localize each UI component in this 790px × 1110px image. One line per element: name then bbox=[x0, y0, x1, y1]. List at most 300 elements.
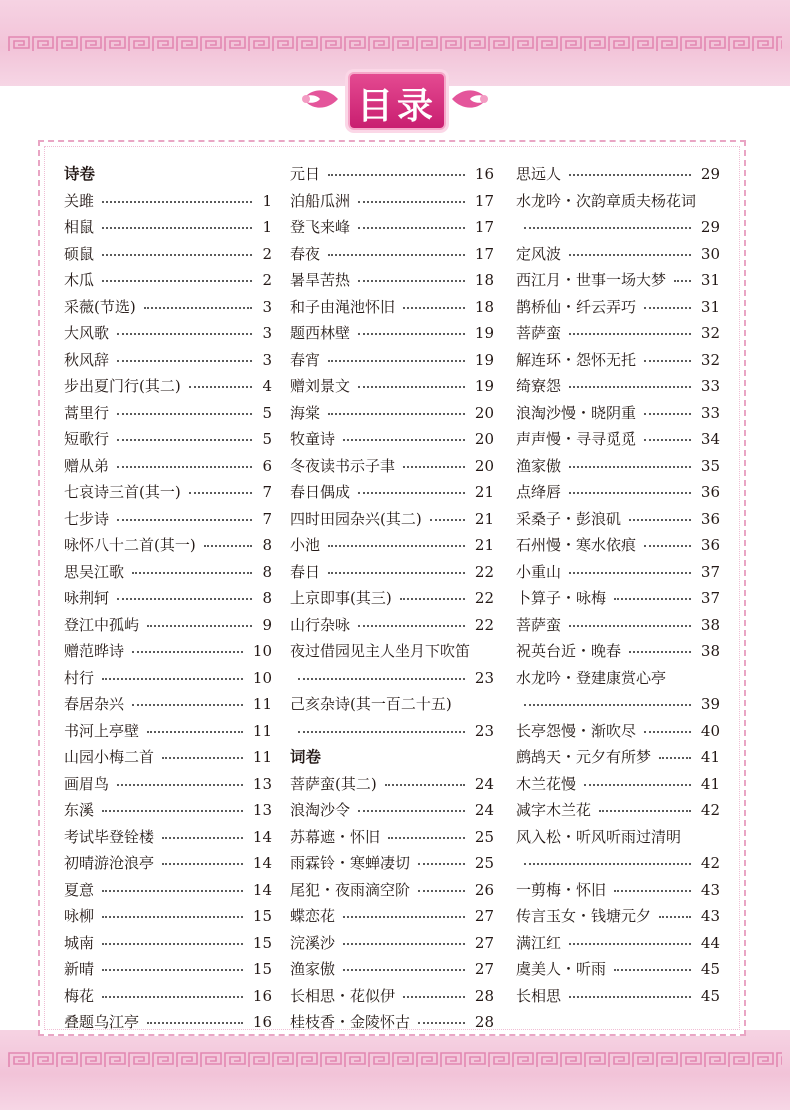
entry-title: 村行 bbox=[64, 668, 95, 687]
leader-dots bbox=[102, 678, 243, 680]
toc-entry bbox=[516, 426, 720, 452]
entry-title: 小重山 bbox=[516, 562, 562, 581]
page-number: 7 bbox=[262, 509, 272, 528]
toc-entry bbox=[64, 294, 272, 320]
page-number: 5 bbox=[262, 403, 272, 422]
entry-title: 咏怀八十二首(其一) bbox=[64, 536, 196, 554]
page-title: 目录 bbox=[356, 86, 437, 127]
entry-title: 赠从弟 bbox=[64, 456, 110, 475]
leader-dots bbox=[343, 969, 465, 971]
entry-title: 雨霖铃・寒蝉凄切 bbox=[290, 854, 411, 872]
leader-dots bbox=[569, 386, 691, 388]
entry-title: 浪淘沙令 bbox=[290, 801, 351, 819]
entry-title: 虞美人・听雨 bbox=[516, 960, 607, 978]
entry-title: 登飞来峰 bbox=[290, 218, 351, 236]
page-number: 19 bbox=[474, 350, 494, 369]
leader-dots bbox=[358, 386, 465, 388]
entry-title: 咏柳 bbox=[64, 907, 95, 925]
leader-dots bbox=[102, 916, 243, 918]
toc-entry bbox=[290, 347, 494, 373]
page-number: 43 bbox=[700, 907, 720, 925]
entry-title: 暑旱苦热 bbox=[290, 271, 351, 289]
page-number: 4 bbox=[262, 377, 272, 395]
page-number: 36 bbox=[700, 509, 720, 528]
leader-dots bbox=[102, 890, 243, 892]
page-number: 36 bbox=[700, 536, 720, 554]
leader-dots bbox=[569, 466, 691, 468]
toc-entry bbox=[64, 373, 272, 399]
leader-dots bbox=[400, 598, 465, 600]
leader-dots bbox=[569, 254, 691, 256]
toc-entry bbox=[64, 320, 272, 346]
leader-dots bbox=[162, 757, 243, 759]
entry-title: 梅花 bbox=[64, 986, 95, 1005]
page-number: 33 bbox=[700, 403, 720, 422]
entry-title: 东溪 bbox=[64, 801, 95, 819]
page-number: 9 bbox=[262, 615, 272, 634]
page-number: 45 bbox=[700, 986, 720, 1005]
entry-title: 山园小梅二首 bbox=[64, 748, 155, 766]
entry-title: 大风歌 bbox=[64, 324, 110, 342]
page-number: 25 bbox=[474, 854, 494, 872]
toc-entry bbox=[516, 479, 720, 505]
leader-dots bbox=[189, 386, 252, 388]
leader-dots bbox=[102, 201, 252, 203]
leader-dots bbox=[298, 678, 465, 680]
entry-title: 叠题乌江亭 bbox=[64, 1013, 140, 1031]
page-number: 20 bbox=[474, 430, 494, 448]
page-number: 21 bbox=[474, 536, 494, 554]
entry-title: 七步诗 bbox=[64, 509, 110, 528]
page-number: 42 bbox=[700, 801, 720, 819]
toc-entry bbox=[516, 612, 720, 638]
page-number: 21 bbox=[474, 483, 494, 501]
toc-entry bbox=[64, 744, 272, 770]
leader-dots bbox=[102, 943, 243, 945]
page-number: 15 bbox=[252, 960, 272, 978]
fret-border-bottom bbox=[8, 1052, 782, 1068]
leader-dots bbox=[674, 280, 691, 282]
bottom-decorative-band bbox=[0, 1030, 790, 1110]
toc-entry bbox=[516, 347, 720, 373]
entry-title: 和子由渑池怀旧 bbox=[290, 297, 396, 316]
toc-entry bbox=[64, 506, 272, 532]
page-number: 23 bbox=[474, 668, 494, 687]
entry-title: 浣溪沙 bbox=[290, 933, 336, 952]
entry-title: 思吴江歌 bbox=[64, 562, 125, 581]
toc-entry bbox=[516, 824, 720, 850]
leader-dots bbox=[102, 810, 243, 812]
toc-entry bbox=[64, 400, 272, 426]
leader-dots bbox=[418, 1022, 465, 1024]
leader-dots bbox=[358, 227, 465, 229]
page-number: 11 bbox=[252, 695, 272, 713]
leader-dots bbox=[358, 625, 465, 627]
page-number: 22 bbox=[474, 562, 494, 581]
leader-dots bbox=[328, 174, 465, 176]
page-number: 43 bbox=[700, 880, 720, 899]
toc-entry bbox=[290, 479, 494, 505]
toc-entry bbox=[290, 453, 494, 479]
leader-dots bbox=[659, 916, 691, 918]
floral-ornament-icon bbox=[450, 84, 490, 114]
page-number: 16 bbox=[252, 1013, 272, 1031]
leader-dots bbox=[343, 439, 465, 441]
toc-entry bbox=[64, 718, 272, 744]
page-number: 8 bbox=[262, 589, 272, 607]
toc-entry bbox=[516, 585, 720, 611]
toc-entry bbox=[64, 850, 272, 876]
page-number: 15 bbox=[252, 933, 272, 952]
leader-dots bbox=[418, 890, 465, 892]
entry-title: 题西林壁 bbox=[290, 324, 351, 342]
page-number: 13 bbox=[252, 774, 272, 793]
entry-title: 赠范晔诗 bbox=[64, 642, 125, 660]
page-number: 21 bbox=[474, 509, 494, 528]
page-number: 19 bbox=[474, 324, 494, 342]
page-number: 38 bbox=[700, 615, 720, 634]
toc-entry bbox=[516, 506, 720, 532]
page-number: 15 bbox=[252, 907, 272, 925]
leader-dots bbox=[524, 227, 691, 229]
leader-dots bbox=[388, 837, 465, 839]
page-number: 31 bbox=[700, 297, 720, 316]
entry-title: 鹊桥仙・纤云弄巧 bbox=[516, 297, 637, 316]
toc-entry bbox=[290, 903, 494, 929]
entry-title: 四时田园杂兴(其二) bbox=[290, 509, 422, 528]
page-number: 24 bbox=[474, 801, 494, 819]
page-number: 3 bbox=[262, 297, 272, 316]
leader-dots bbox=[147, 1022, 243, 1024]
page-number: 41 bbox=[700, 774, 720, 793]
leader-dots bbox=[644, 545, 691, 547]
toc-entry bbox=[290, 559, 494, 585]
page-number: 32 bbox=[700, 324, 720, 342]
toc-entry bbox=[290, 877, 494, 903]
toc-entry bbox=[64, 983, 272, 1009]
entry-title: 海棠 bbox=[290, 403, 321, 422]
toc-entry bbox=[516, 956, 720, 982]
page-number: 45 bbox=[700, 960, 720, 978]
page-number: 17 bbox=[474, 191, 494, 210]
leader-dots bbox=[162, 863, 243, 865]
toc-entry bbox=[516, 797, 720, 823]
toc-entry bbox=[516, 267, 720, 293]
page-number: 44 bbox=[700, 933, 720, 952]
entry-title: 山行杂咏 bbox=[290, 615, 351, 634]
toc-entry bbox=[64, 665, 272, 691]
toc-entry bbox=[516, 691, 720, 717]
entry-title: 步出夏门行(其二) bbox=[64, 377, 181, 395]
page-number: 37 bbox=[700, 589, 720, 607]
leader-dots bbox=[117, 360, 252, 362]
toc-entry bbox=[290, 665, 494, 691]
toc-entry bbox=[516, 241, 720, 267]
entry-title: 桂枝香・金陵怀古 bbox=[290, 1013, 411, 1031]
entry-title: 硕鼠 bbox=[64, 244, 95, 263]
page-number: 11 bbox=[252, 721, 272, 740]
entry-title: 定风波 bbox=[516, 244, 562, 263]
toc-entry bbox=[516, 320, 720, 346]
entry-title: 采桑子・彭浪矶 bbox=[516, 509, 622, 528]
toc-entry bbox=[290, 214, 494, 240]
page-number: 27 bbox=[474, 960, 494, 978]
leader-dots bbox=[117, 439, 252, 441]
entry-title: 关雎 bbox=[64, 191, 95, 210]
section-heading bbox=[290, 744, 494, 770]
leader-dots bbox=[117, 466, 252, 468]
entry-title: 声声慢・寻寻觅觅 bbox=[516, 430, 637, 448]
entry-title: 泊船瓜洲 bbox=[290, 191, 351, 210]
toc-entry bbox=[516, 188, 720, 214]
page-number: 39 bbox=[700, 695, 720, 713]
page-number: 8 bbox=[262, 562, 272, 581]
page-number: 26 bbox=[474, 880, 494, 899]
entry-title: 牧童诗 bbox=[290, 430, 336, 448]
page-number: 35 bbox=[700, 456, 720, 475]
entry-title: 祝英台近・晚春 bbox=[516, 642, 622, 660]
page-number: 20 bbox=[474, 456, 494, 475]
toc-entry bbox=[64, 426, 272, 452]
leader-dots bbox=[162, 837, 243, 839]
page-number: 30 bbox=[700, 244, 720, 263]
entry-title: 菩萨蛮(其二) bbox=[290, 774, 377, 793]
toc-entry bbox=[64, 612, 272, 638]
entry-title: 相鼠 bbox=[64, 218, 95, 236]
page-number: 37 bbox=[700, 562, 720, 581]
entry-title: 苏幕遮・怀旧 bbox=[290, 827, 381, 846]
leader-dots bbox=[569, 943, 691, 945]
page-number: 10 bbox=[252, 668, 272, 687]
page-number: 23 bbox=[474, 721, 494, 740]
leader-dots bbox=[117, 413, 252, 415]
entry-title: 思远人 bbox=[516, 165, 562, 183]
entry-title: 咏荆轲 bbox=[64, 589, 110, 607]
leader-dots bbox=[403, 307, 465, 309]
toc-entry bbox=[516, 559, 720, 585]
entry-title: 元日 bbox=[290, 165, 321, 183]
toc-entry bbox=[516, 718, 720, 744]
toc-entry bbox=[516, 373, 720, 399]
page-number: 29 bbox=[700, 218, 720, 236]
entry-title: 长相思・花似伊 bbox=[290, 986, 396, 1005]
entry-title: 风入松・听风听雨过清明 bbox=[516, 827, 682, 846]
leader-dots bbox=[328, 545, 465, 547]
fret-border-top bbox=[8, 36, 782, 52]
toc-entry bbox=[290, 771, 494, 797]
entry-title: 卜算子・咏梅 bbox=[516, 589, 607, 607]
page-number: 31 bbox=[700, 271, 720, 289]
entry-title: 新晴 bbox=[64, 960, 95, 978]
toc-entry bbox=[64, 559, 272, 585]
entry-title: 小池 bbox=[290, 536, 321, 554]
page-number: 36 bbox=[700, 483, 720, 501]
toc-entry bbox=[290, 718, 494, 744]
toc-entry bbox=[516, 744, 720, 770]
entry-title: 春宵 bbox=[290, 350, 321, 369]
entry-title: 传言玉女・钱塘元夕 bbox=[516, 907, 652, 925]
entry-title: 渔家傲 bbox=[290, 960, 336, 978]
toc-entry bbox=[64, 267, 272, 293]
toc-entry bbox=[290, 241, 494, 267]
leader-dots bbox=[358, 280, 465, 282]
leader-dots bbox=[614, 890, 691, 892]
page-number: 28 bbox=[474, 1013, 494, 1031]
page-number: 22 bbox=[474, 615, 494, 634]
entry-title: 书河上亭壁 bbox=[64, 721, 140, 740]
leader-dots bbox=[132, 572, 252, 574]
entry-title: 画眉鸟 bbox=[64, 774, 110, 793]
toc-entry bbox=[516, 665, 720, 691]
leader-dots bbox=[102, 969, 243, 971]
toc-entry bbox=[290, 320, 494, 346]
entry-title: 菩萨蛮 bbox=[516, 615, 562, 634]
entry-title: 夏意 bbox=[64, 880, 95, 899]
entry-title: 春日 bbox=[290, 562, 321, 581]
toc-entry bbox=[64, 797, 272, 823]
entry-title: 上京即事(其三) bbox=[290, 589, 392, 607]
entry-title: 减字木兰花 bbox=[516, 801, 592, 819]
toc-entry bbox=[516, 903, 720, 929]
entry-title: 长亭怨慢・渐吹尽 bbox=[516, 721, 637, 740]
toc-entry bbox=[64, 638, 272, 664]
leader-dots bbox=[584, 784, 691, 786]
leader-dots bbox=[328, 360, 465, 362]
toc-entry bbox=[64, 214, 272, 240]
entry-title: 西江月・世事一场大梦 bbox=[516, 271, 667, 289]
toc-entry bbox=[516, 850, 720, 876]
toc-entry bbox=[64, 930, 272, 956]
toc-entry bbox=[64, 877, 272, 903]
leader-dots bbox=[102, 996, 243, 998]
page-number: 11 bbox=[252, 748, 272, 766]
leader-dots bbox=[403, 996, 465, 998]
leader-dots bbox=[418, 863, 465, 865]
leader-dots bbox=[343, 916, 465, 918]
entry-title: 蝶恋花 bbox=[290, 907, 336, 925]
page-number: 3 bbox=[262, 350, 272, 369]
leader-dots bbox=[569, 996, 691, 998]
entry-title: 长相思 bbox=[516, 986, 562, 1005]
toc-entry bbox=[290, 426, 494, 452]
entry-title: 春居杂兴 bbox=[64, 695, 125, 713]
entry-title: 木瓜 bbox=[64, 271, 95, 289]
leader-dots bbox=[569, 625, 691, 627]
entry-title: 鹧鸪天・元夕有所梦 bbox=[516, 748, 652, 766]
page-number: 2 bbox=[262, 244, 272, 263]
page-number: 42 bbox=[700, 854, 720, 872]
page-number: 14 bbox=[252, 827, 272, 846]
leader-dots bbox=[298, 731, 465, 733]
leader-dots bbox=[599, 810, 691, 812]
toc-entry bbox=[290, 294, 494, 320]
toc-entry bbox=[516, 638, 720, 664]
leader-dots bbox=[659, 757, 691, 759]
leader-dots bbox=[644, 307, 691, 309]
leader-dots bbox=[328, 254, 465, 256]
page-number: 7 bbox=[262, 483, 272, 501]
entry-title: 七哀诗三首(其一) bbox=[64, 483, 181, 501]
leader-dots bbox=[132, 651, 243, 653]
toc-entry bbox=[290, 188, 494, 214]
page-number: 29 bbox=[700, 165, 720, 183]
toc-entry bbox=[290, 585, 494, 611]
page-number: 1 bbox=[262, 218, 272, 236]
leader-dots bbox=[189, 492, 252, 494]
toc-entry bbox=[516, 294, 720, 320]
entry-title: 尾犯・夜雨滴空阶 bbox=[290, 880, 411, 899]
entry-title: 短歌行 bbox=[64, 430, 110, 448]
page-number: 25 bbox=[474, 827, 494, 846]
page-number: 13 bbox=[252, 801, 272, 819]
leader-dots bbox=[569, 572, 691, 574]
page-number: 38 bbox=[700, 642, 720, 660]
toc-entry bbox=[290, 1009, 494, 1035]
page-number: 2 bbox=[262, 271, 272, 289]
page-number: 14 bbox=[252, 854, 272, 872]
page-number: 17 bbox=[474, 218, 494, 236]
toc-entry bbox=[516, 877, 720, 903]
leader-dots bbox=[102, 254, 252, 256]
section-title: 词卷 bbox=[290, 747, 322, 766]
toc-entry bbox=[516, 983, 720, 1009]
leader-dots bbox=[385, 784, 465, 786]
leader-dots bbox=[524, 704, 691, 706]
toc-entry bbox=[516, 532, 720, 558]
leader-dots bbox=[343, 943, 465, 945]
toc-entry bbox=[516, 161, 720, 187]
section-heading bbox=[64, 161, 272, 187]
floral-ornament-icon bbox=[300, 84, 340, 114]
toc-entry bbox=[516, 453, 720, 479]
page-number: 16 bbox=[474, 165, 494, 183]
leader-dots bbox=[629, 651, 691, 653]
page-number: 19 bbox=[474, 377, 494, 395]
page-number: 5 bbox=[262, 430, 272, 448]
page-number: 33 bbox=[700, 377, 720, 395]
toc-entry bbox=[290, 983, 494, 1009]
entry-title: 考试毕登铨楼 bbox=[64, 827, 155, 846]
page-number: 27 bbox=[474, 907, 494, 925]
toc-entry bbox=[290, 824, 494, 850]
toc-entry bbox=[290, 506, 494, 532]
toc-entry bbox=[64, 479, 272, 505]
leader-dots bbox=[569, 333, 691, 335]
toc-entry bbox=[290, 612, 494, 638]
entry-title: 点绛唇 bbox=[516, 483, 562, 501]
entry-title: 蒿里行 bbox=[64, 403, 110, 422]
leader-dots bbox=[328, 413, 465, 415]
title-ornament bbox=[300, 72, 490, 132]
leader-dots bbox=[147, 731, 243, 733]
toc-entry bbox=[290, 267, 494, 293]
leader-dots bbox=[614, 598, 691, 600]
toc-entry bbox=[516, 400, 720, 426]
leader-dots bbox=[358, 492, 465, 494]
toc-entry bbox=[64, 532, 272, 558]
entry-title: 水龙吟・登建康赏心亭 bbox=[516, 668, 667, 687]
leader-dots bbox=[117, 333, 252, 335]
entry-title: 登江中孤屿 bbox=[64, 615, 140, 634]
toc-entry bbox=[64, 585, 272, 611]
page-number: 34 bbox=[700, 430, 720, 448]
page-number: 40 bbox=[700, 721, 720, 740]
page-number: 32 bbox=[700, 350, 720, 369]
page-number: 41 bbox=[700, 748, 720, 766]
page-number: 28 bbox=[474, 986, 494, 1005]
entry-title: 冬夜读书示子聿 bbox=[290, 456, 396, 475]
toc-entry bbox=[64, 956, 272, 982]
